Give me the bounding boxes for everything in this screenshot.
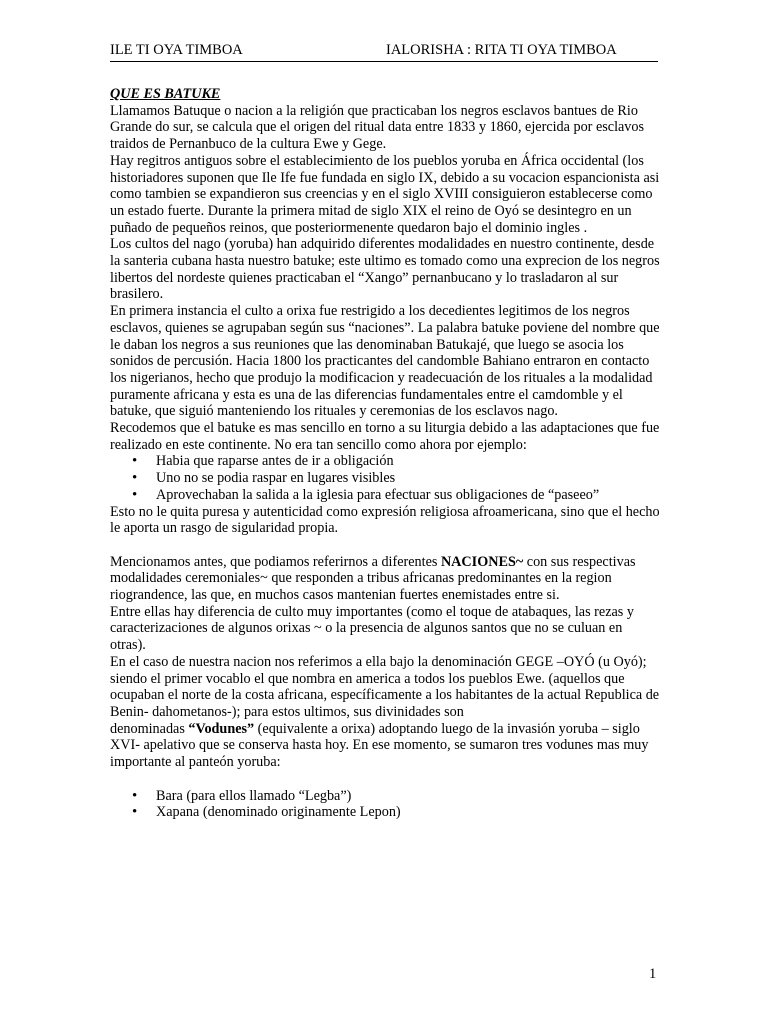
text-run: con sus respectivas modalidades ceremoniales~ que responden a tribus africanas predominantes en la region riograndence, las que, en muchos casos mantenian fuertes enemistades entre si. [110, 553, 636, 604]
list-item: • Bara (para ellos llamado “Legba”) [110, 788, 660, 805]
vodunes-list [110, 788, 660, 821]
blank-line [110, 537, 660, 554]
text-run: (equivalente a orixa) adoptando luego de la invasión yoruba – siglo XVI- apelativo que se conserva hasta hoy. En ese momento, se sumaron tres vodunes mas muy importante al panteón yoruba: [110, 720, 649, 771]
paragraph-simplicity: Recodemos que el batuke es mas sencillo en torno a su liturgia debido a las adaptaciones que fue realizado en este continente. No era tan sencillo como ahora por ejemplo: [110, 420, 660, 453]
list-item: • Uno no se podia raspar en lugares visibles [110, 470, 660, 487]
paragraph-origin: Llamamos Batuque o nacion a la religión que practicaban los negros esclavos bantues de Rio Grande do sur, se calcula que el origen del ritual data entre 1833 y 1860, ejercida por esclavos traidos de Pernanbuco de la cultura Ewe y Gege. [110, 102, 645, 153]
blank-line [110, 771, 660, 788]
page-number: 1 [649, 966, 657, 982]
paragraph-nago-cults: Los cultos del nago (yoruba) han adquirido diferentes modalidades en nuestro continente, desde la santeria cubana hasta nuestro batuke; este ultimo es tomado como una exprecion de los negros libertos del nordeste quienes practicaban el “Xango” pernanbucano y lo trasladaron al sur brasilero. [110, 236, 660, 303]
paragraph-naciones [110, 554, 660, 604]
bold-text-naciones: NACIONES~ [440, 553, 524, 570]
paragraph-vodunes [110, 721, 660, 771]
paragraph-yoruba-history: Hay regitros antiguos sobre el establecimiento de los pueblos yoruba en África occidental (los historiadores suponen que Ile Ife fue fundada en siglo IX, debido a su vocacion espancionista asi como tambien se expandieron sus creencias y en el siglo XVIII consiguieron establecerse como un estado fuerte. Durante la primera mitad de siglo XIX el reino de Oyó se desintegro en un puñado de pequeños reinos, que posteriormenente quedaron bajo el dominio ingles . [110, 152, 660, 236]
header-left-text: ILE TI OYA TIMBOA [110, 42, 243, 58]
paragraph-cult-differences: Entre ellas hay diferencia de culto muy importantes (como el toque de atabaques, las rezas y caracterizaciones de algunos orixas ~ o la presencia de algunos santos que no se culuan en otras). [110, 603, 634, 654]
section-title: QUE ES BATUKE [110, 86, 221, 102]
paragraph-authenticity: Esto no le quita puresa y autenticidad como expresión religiosa afroamericana, sino que el hecho le aporta un rasgo de sigularidad propia. [110, 503, 660, 537]
examples-list [110, 453, 660, 503]
document-body [110, 86, 660, 821]
bold-text-vodunes: “Vodunes” [188, 720, 255, 737]
header-right-text: IALORISHA : RITA TI OYA TIMBOA [386, 42, 617, 58]
page-header [110, 42, 658, 62]
list-item: • Xapana (denominado originamente Lepon) [110, 804, 660, 821]
paragraph-first-instance: En primera instancia el culto a orixa fue restrigido a los decedientes legitimos de los negros esclavos, quienes se agrupaban según sus “naciones”. La palabra batuke poviene del nombre que le daban los negros a sus reuniones que las denominaban Batukajé, que luego se asocia los sonidos de percusión. Hacia 1800 los practicantes del candomble Bahiano entraron en contacto los nigerianos, hecho que produjo la modificacion y readecuación de los rituales a la modalidad puramente africana y esta es una de las diferencias fundamentales entre el camdomble y el batuke, que siguió manteniendo los rituales y ceremonias de los esclavos nago. [110, 303, 660, 420]
list-item: • Habia que raparse antes de ir a obligación [110, 453, 660, 470]
paragraph-gege-oyo: En el caso de nuestra nacion nos referimos a ella bajo la denominación GEGE –OYÓ (u Oyó); siendo el primer vocablo el que nombra en america a todos los pueblos Ewe. (aquellos que ocupaban el norte de la costa africana, específicamente a los habitantes de la actual Republica de Benin- dahometanos-); para estos ultimos, sus divinidades son [110, 653, 660, 720]
list-item: • Aprovechaban la salida a la iglesia para efectuar sus obligaciones de “paseeo” [110, 487, 660, 504]
text-run: denominadas [110, 720, 189, 737]
text-run: Mencionamos antes, que podiamos referirnos a diferentes [110, 553, 441, 570]
